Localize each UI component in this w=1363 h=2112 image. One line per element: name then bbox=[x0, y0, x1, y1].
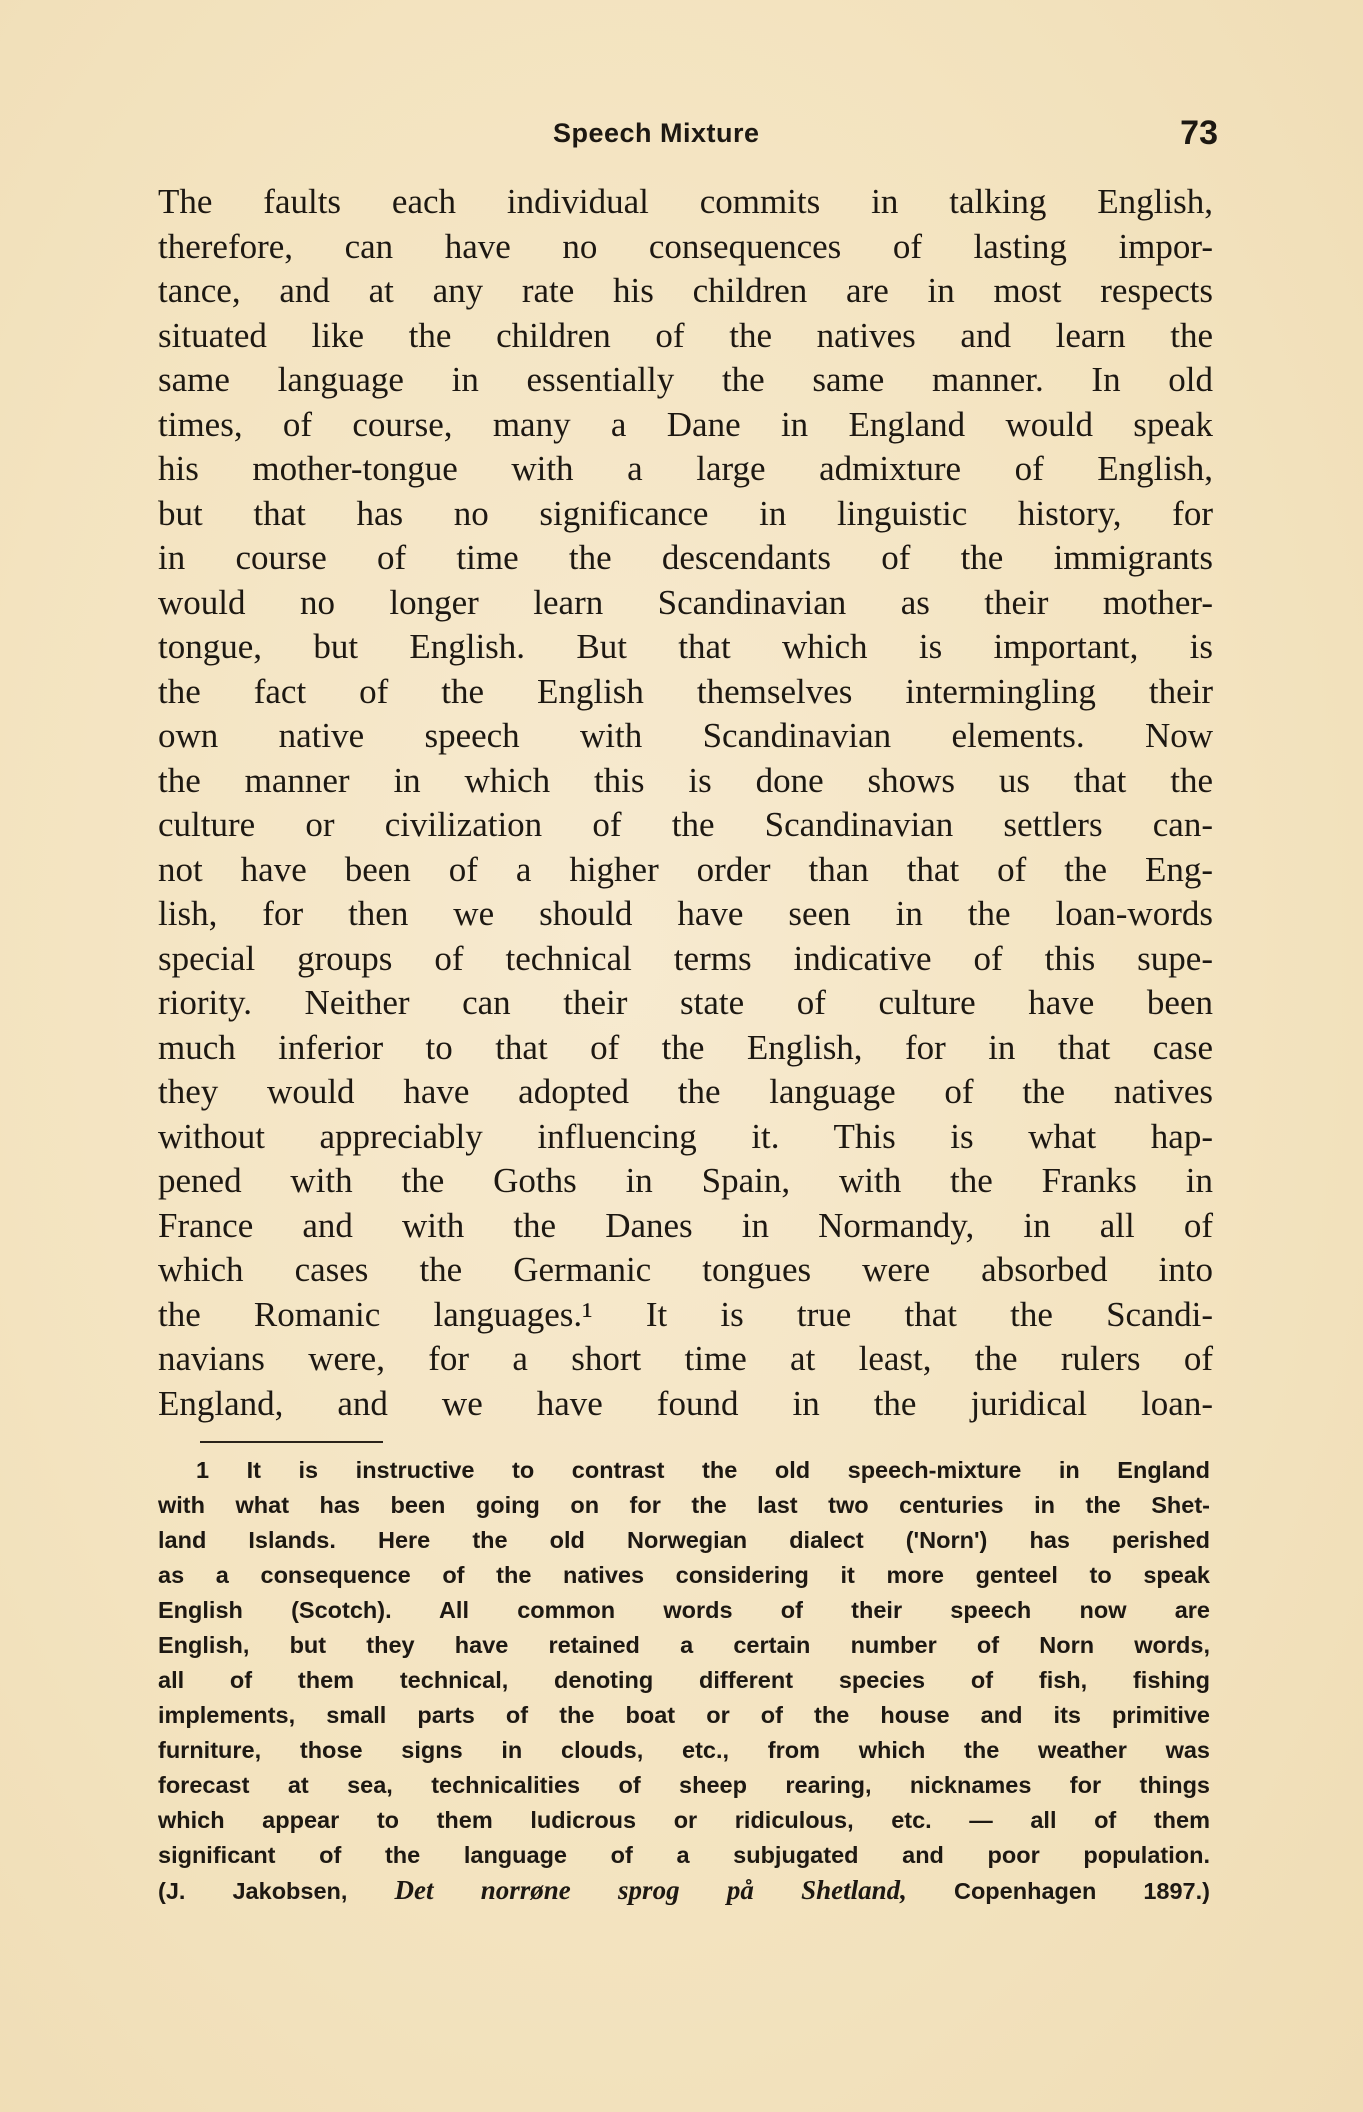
footnote-line: as a consequence of the natives considering it more genteel to speak bbox=[158, 1562, 1210, 1588]
body-line: but that has no significance in linguistic history, for bbox=[158, 493, 1213, 533]
body-line: situated like the children of the natives and learn the bbox=[158, 315, 1213, 355]
body-line: much inferior to that of the English, for in that case bbox=[158, 1027, 1213, 1067]
footnote-line: implements, small parts of the boat or of the house and its primitive bbox=[158, 1702, 1210, 1728]
citation-title: Det norrøne sprog på Shetland, bbox=[394, 1875, 907, 1905]
body-line: the Romanic languages.¹ It is true that the Scandi- bbox=[158, 1294, 1213, 1334]
body-line: lish, for then we should have seen in the loan-words bbox=[158, 894, 1213, 933]
footnote-line: forecast at sea, technicalities of sheep rearing, nicknames for things bbox=[158, 1772, 1210, 1798]
body-line: times, of course, many a Dane in England would speak bbox=[158, 404, 1213, 444]
body-line: in course of time the descendants of the immigrants bbox=[158, 538, 1213, 577]
body-line: not have been of a higher order than that of the Eng- bbox=[158, 849, 1213, 889]
page-header bbox=[158, 114, 1218, 158]
body-line: his mother-tongue with a large admixture of English, bbox=[158, 449, 1213, 488]
body-text bbox=[158, 180, 1213, 1426]
body-line: France and with the Danes in Normandy, in all of bbox=[158, 1205, 1213, 1245]
body-line: therefore, can have no consequences of lasting impor- bbox=[158, 226, 1213, 266]
body-line: pened with the Goths in Spain, with the Franks in bbox=[158, 1161, 1213, 1200]
body-line: special groups of technical terms indicative of this supe- bbox=[158, 938, 1213, 978]
body-line: navians were, for a short time at least, the rulers of bbox=[158, 1339, 1213, 1378]
footnote-line: English, but they have retained a certain number of Norn words, bbox=[158, 1632, 1210, 1658]
body-line: would no longer learn Scandinavian as their mother- bbox=[158, 582, 1213, 622]
body-line: culture or civilization of the Scandinavian settlers can- bbox=[158, 805, 1213, 844]
citation-place-year: Copenhagen 1897.) bbox=[953, 1878, 1210, 1904]
body-line: the fact of the English themselves intermingling their bbox=[158, 671, 1213, 711]
footnote-rule bbox=[200, 1441, 383, 1443]
page-number: 73 bbox=[1180, 114, 1218, 152]
body-line: England, and we have found in the juridical loan- bbox=[158, 1383, 1213, 1423]
footnote-line: land Islands. Here the old Norwegian dialect ('Norn') has perished bbox=[158, 1527, 1210, 1553]
body-line: they would have adopted the language of the natives bbox=[158, 1072, 1213, 1111]
footnote-line: which appear to them ludicrous or ridiculous, etc. — all of them bbox=[158, 1807, 1210, 1833]
body-line: which cases the Germanic tongues were absorbed into bbox=[158, 1250, 1213, 1289]
body-line: tance, and at any rate his children are in most respects bbox=[158, 271, 1213, 310]
footnote bbox=[158, 1453, 1210, 1908]
footnote-line: significant of the language of a subjugated and poor population. bbox=[158, 1842, 1210, 1868]
body-line: The faults each individual commits in talking English, bbox=[158, 182, 1213, 221]
citation-author: (J. Jakobsen, bbox=[158, 1878, 348, 1904]
body-line: the manner in which this is done shows us that the bbox=[158, 760, 1213, 800]
body-line: without appreciably influencing it. This is what hap- bbox=[158, 1116, 1213, 1156]
running-title: Speech Mixture bbox=[553, 118, 760, 148]
footnote-citation bbox=[158, 1873, 1210, 1908]
footnote-line: with what has been going on for the last two centuries in the Shet- bbox=[158, 1492, 1210, 1518]
body-line: same language in essentially the same manner. In old bbox=[158, 360, 1213, 399]
footnote-line: furniture, those signs in clouds, etc., from which the weather was bbox=[158, 1737, 1210, 1763]
body-line: riority. Neither can their state of culture have been bbox=[158, 983, 1213, 1022]
body-line: own native speech with Scandinavian elements. Now bbox=[158, 716, 1213, 755]
footnote-line: all of them technical, denoting different species of fish, fishing bbox=[158, 1667, 1210, 1693]
footnote-line: English (Scotch). All common words of their speech now are bbox=[158, 1597, 1210, 1623]
footnote-line: 1 It is instructive to contrast the old speech-mixture in England bbox=[196, 1457, 1210, 1483]
body-line: tongue, but English. But that which is important, is bbox=[158, 627, 1213, 666]
